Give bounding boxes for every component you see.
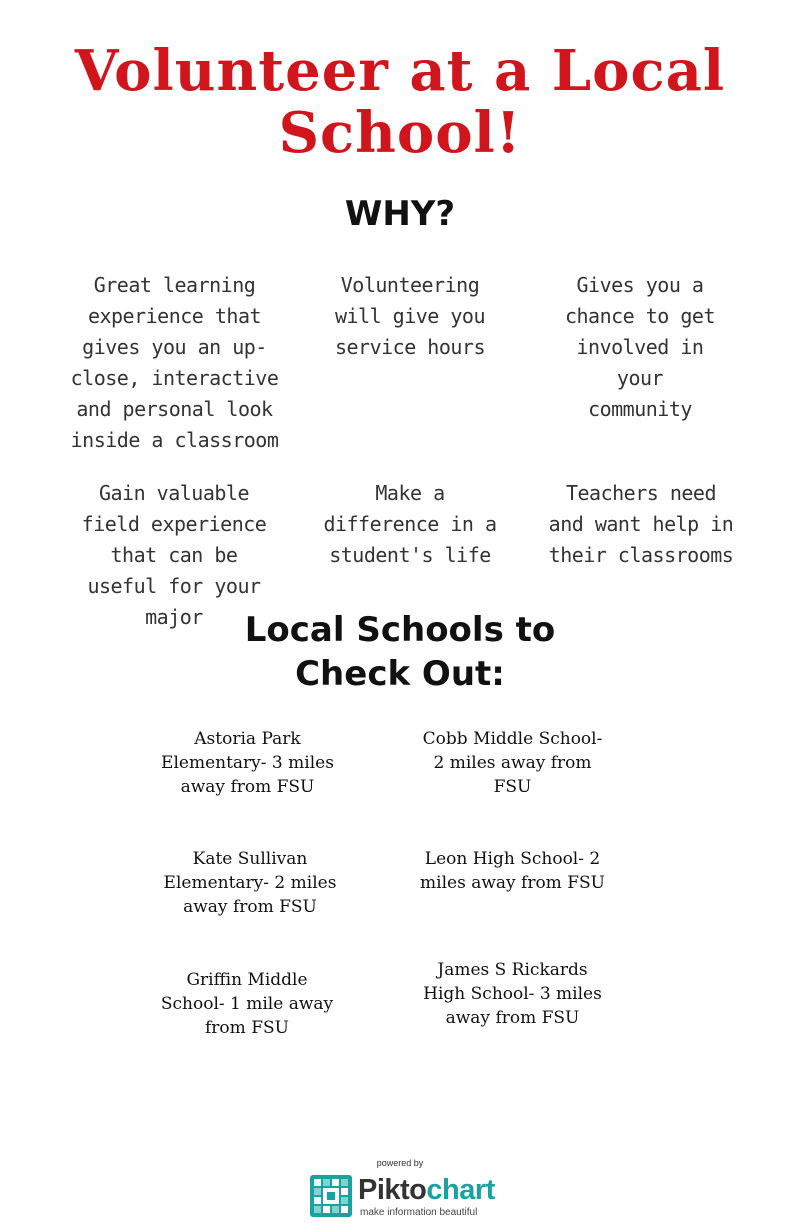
school-item: James S Rickards High School- 3 miles away from FSU [423,960,602,1028]
school-item: Astoria Park Elementary- 3 miles away from FSU [161,729,334,797]
school-item: Kate Sullivan Elementary- 2 miles away from FSU [163,849,337,917]
school-item: Cobb Middle School- 2 miles away from FSU [422,729,603,797]
brand-suffix: chart [426,1174,495,1206]
school-item: Griffin Middle School- 1 mile away from FSU [160,970,334,1038]
reason-item: Make a difference in a student's life [323,481,497,567]
school-item: Leon High School- 2 miles away from FSU [420,849,605,893]
brand-tagline: make information beautiful [360,1207,478,1218]
brand-prefix: Pikto [358,1174,427,1206]
page-title: Volunteer at a Local School! [74,38,726,166]
why-heading: WHY? [344,194,456,234]
reason-item: Gives you a chance to get involved in your community [564,273,716,421]
reason-item: Great learning experience that gives you an up-close, interactive and personal look inside a classroom [70,273,279,452]
reason-item: Volunteering will give you service hours [334,273,486,359]
powered-by-footer[interactable] [300,1158,500,1224]
powered-by-label: powered by [376,1158,424,1168]
schools-heading: Local Schools to Check Out: [244,610,556,694]
piktochart-logo-icon [310,1175,352,1217]
piktochart-brand [358,1173,495,1207]
reason-item: Gain valuable field experience that can be useful for your major [81,481,267,629]
reason-item: Teachers need and want help in their classrooms [548,481,734,567]
